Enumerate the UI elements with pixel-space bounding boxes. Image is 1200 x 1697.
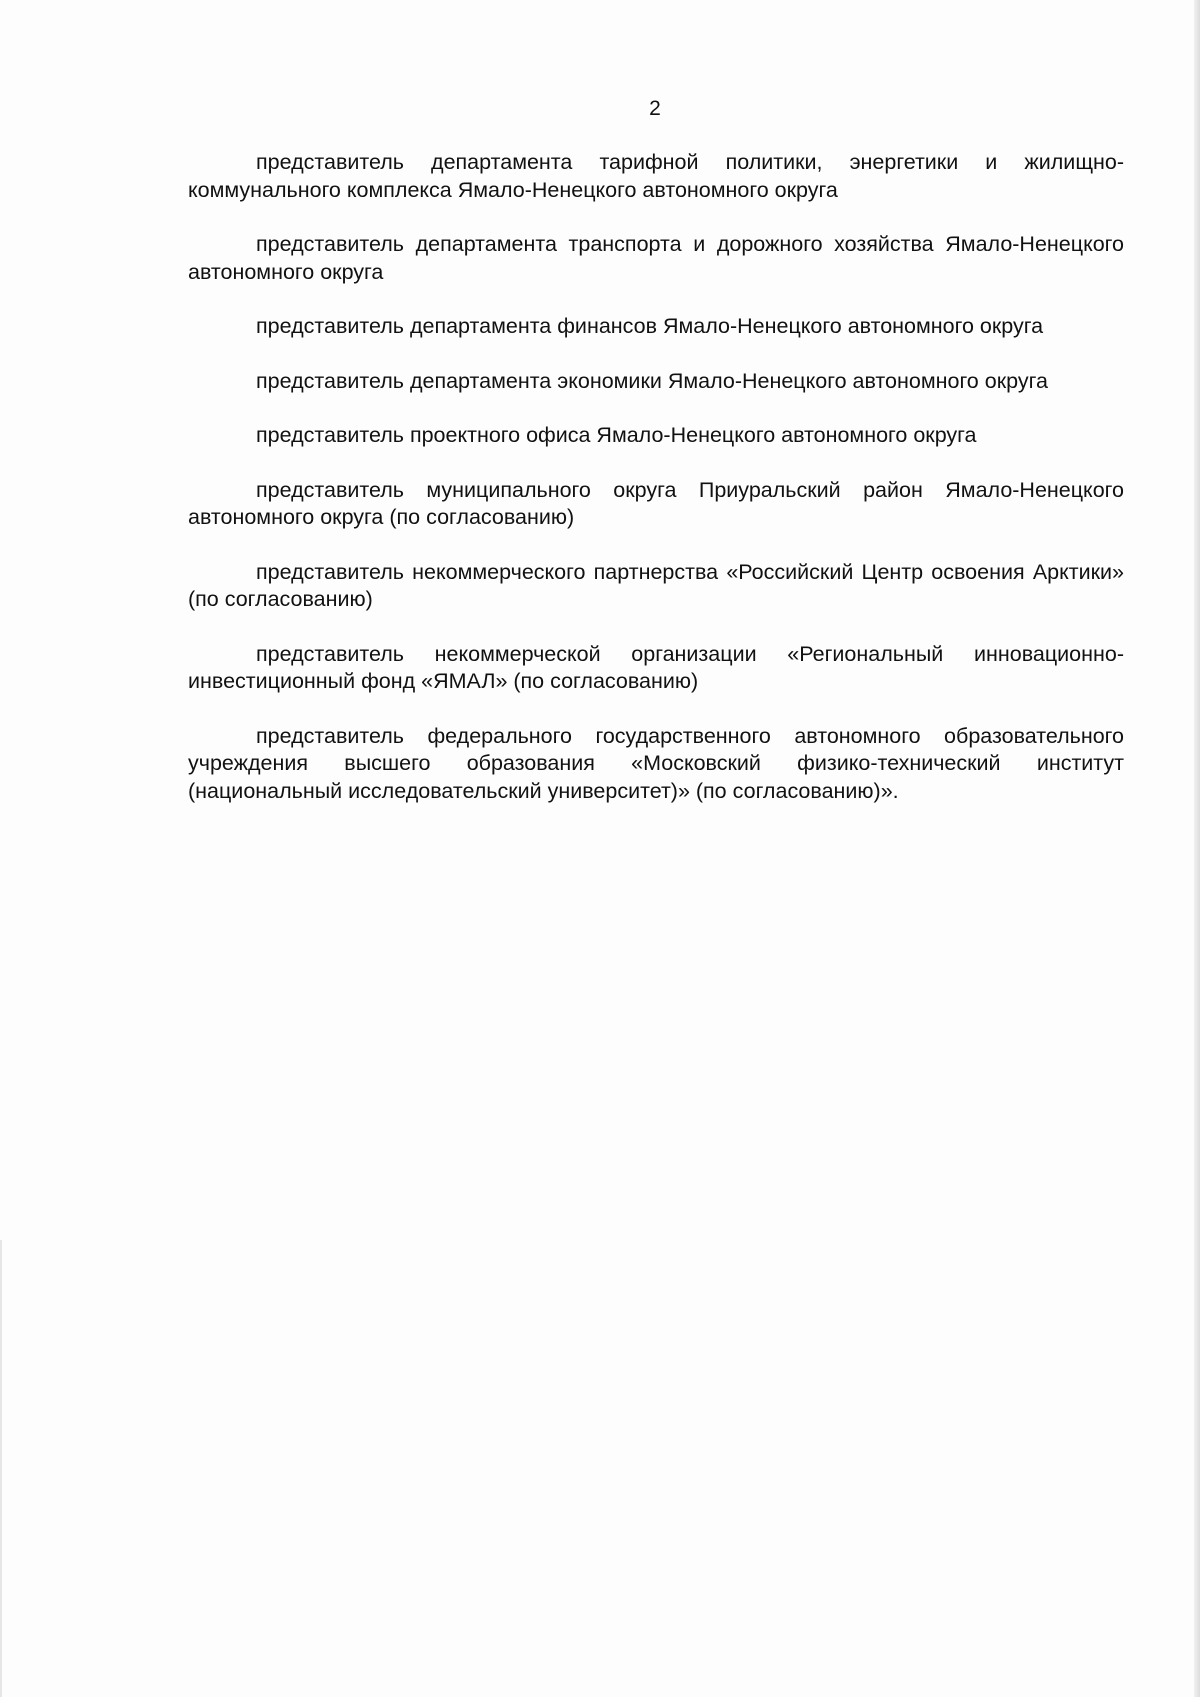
paragraph-mipt: представитель федерального государственного автономного образовательного учреждения высшего образования «Московский физико-технический институт (национальный исследовательский университет)» (по согласованию)». (188, 723, 1124, 803)
scan-edge-line (0, 1240, 2, 1697)
paragraph-finance-department: представитель департамента финансов Ямало-Ненецкого автономного округа (256, 314, 1044, 338)
page-edge-shadow (1194, 0, 1200, 1697)
document-body (188, 149, 1124, 805)
paragraph-transport-department: представитель департамента транспорта и дорожного хозяйства Ямало-Ненецкого автономного округа (188, 232, 1124, 284)
paragraph-economy-department: представитель департамента экономики Ямало-Ненецкого автономного округа (256, 368, 1048, 393)
paragraph-yamal-fund: представитель некоммерческой организации «Региональный инновационно-инвестиционный фонд «ЯМАЛ» (по согласованию) (188, 641, 1124, 693)
paragraph-project-office: представитель проектного офиса Ямало-Ненецкого автономного округа (256, 423, 977, 447)
paragraph-tariff-department: представитель департамента тарифной политики, энергетики и жилищно-коммунального комплекса Ямало-Ненецкого автономного округа (188, 150, 1124, 202)
paragraph-arctic-center: представитель некоммерческого партнерства «Российский Центр освоения Арктики» (по согласованию) (188, 559, 1124, 611)
page-number: 2 (649, 97, 661, 120)
paragraph-municipal-district: представитель муниципального округа Приуральский район Ямало-Ненецкого автономного округа (по согласованию) (188, 477, 1124, 529)
